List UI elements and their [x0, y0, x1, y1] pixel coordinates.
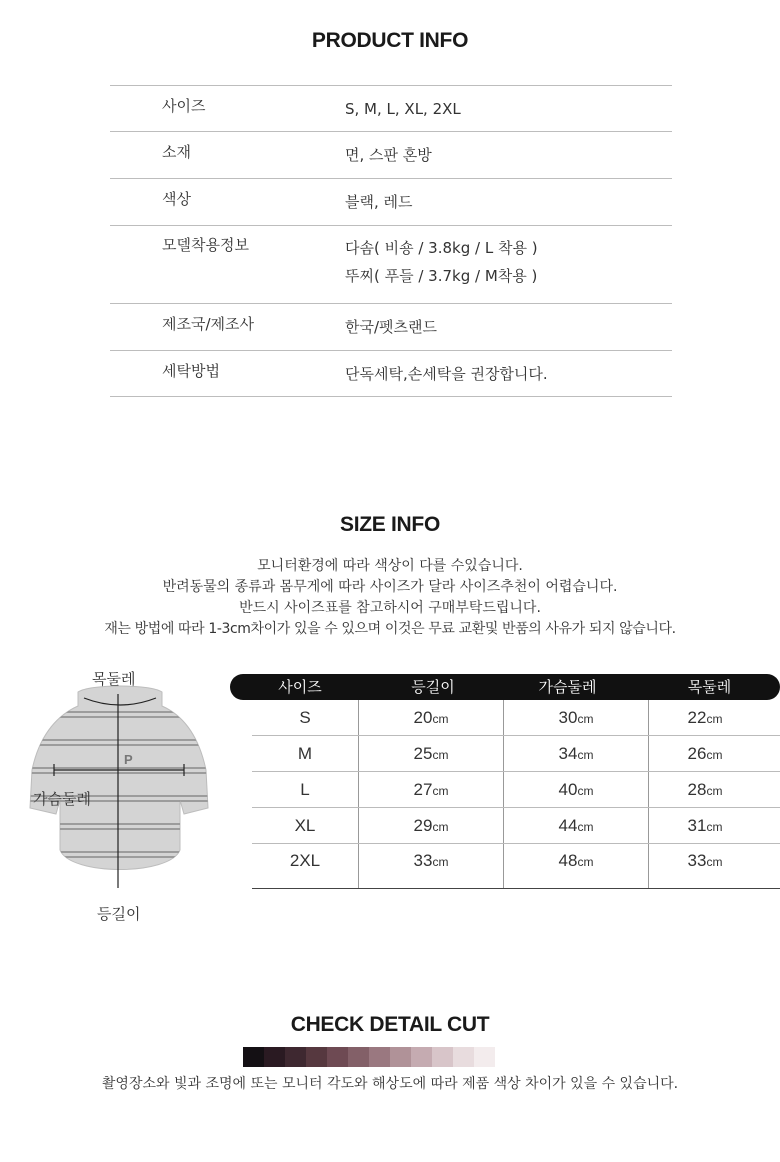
info-value: S, M, L, XL, 2XL [345, 100, 461, 118]
color-swatch [285, 1047, 306, 1067]
info-value: 블랙, 레드 [345, 193, 413, 211]
size-cell: XL [294, 816, 316, 835]
info-value: 뚜찌( 푸들 / 3.7kg / M착용 ) [345, 267, 538, 285]
color-swatch [432, 1047, 453, 1067]
info-row-size [110, 85, 672, 131]
svg-text:P: P [124, 752, 133, 767]
size-cell: 2XL [289, 851, 321, 870]
measure-cell: 33cm [648, 844, 761, 888]
measure-cell: 33cm [358, 844, 503, 888]
table-row [252, 700, 780, 736]
color-swatch [369, 1047, 390, 1067]
color-swatch [390, 1047, 411, 1067]
table-row [252, 736, 780, 772]
color-swatch [348, 1047, 369, 1067]
color-swatches [243, 1047, 495, 1067]
measure-cell: 48cm [503, 844, 648, 888]
info-label: 소재 [162, 143, 191, 161]
size-note: 재는 방법에 따라 1-3cm차이가 있을 수 있으며 이것은 무료 교환및 반품의 사유가 되지 않습니다. [104, 621, 676, 637]
neck-label: 목둘레 [92, 670, 136, 688]
info-label: 색상 [162, 190, 191, 208]
measure-cell: 28cm [648, 772, 761, 807]
size-cell: M [297, 744, 313, 763]
info-value: 단독세탁,손세탁을 권장합니다. [345, 365, 548, 383]
measure-cell: 31cm [648, 808, 761, 843]
info-row-washing [110, 350, 672, 397]
info-row-model [110, 225, 672, 303]
detail-title: CHECK DETAIL CUT [290, 1013, 490, 1036]
size-note: 모니터환경에 따라 색상이 다를 수있습니다. [257, 558, 523, 574]
color-swatch [474, 1047, 495, 1067]
size-note: 반려동물의 종류과 몸무게에 따라 사이즈가 달라 사이즈추천이 어렵습니다. [162, 579, 618, 595]
table-row [252, 808, 780, 844]
size-cell: L [300, 780, 310, 799]
measure-cell: 44cm [503, 808, 648, 843]
info-row-material [110, 131, 672, 178]
size-note: 반드시 사이즈표를 참고하시어 구매부탁드립니다. [239, 600, 541, 616]
info-label: 제조국/제조사 [162, 315, 254, 333]
back-label: 등길이 [97, 905, 141, 923]
info-value: 다솜( 비숑 / 3.8kg / L 착용 ) [345, 239, 538, 257]
size-cell: S [299, 708, 311, 727]
header-size: 사이즈 [278, 678, 322, 696]
measure-cell: 34cm [503, 736, 648, 771]
size-table-header [230, 674, 780, 700]
product-info-title: PRODUCT INFO [311, 29, 469, 52]
color-swatch [243, 1047, 264, 1067]
info-label: 사이즈 [162, 97, 206, 115]
measure-cell: 27cm [358, 772, 503, 807]
info-value: 한국/펫츠랜드 [345, 318, 437, 336]
header-back: 등길이 [411, 678, 455, 696]
info-row-origin [110, 303, 672, 350]
measure-cell: 26cm [648, 736, 761, 771]
garment-diagram [20, 680, 220, 890]
measure-cell: 22cm [648, 700, 761, 735]
info-row-color [110, 178, 672, 225]
color-swatch [411, 1047, 432, 1067]
measure-cell: 30cm [503, 700, 648, 735]
info-value: 면, 스판 혼방 [345, 146, 432, 164]
header-neck: 목둘레 [687, 678, 732, 696]
info-label: 세탁방법 [162, 362, 220, 380]
measure-cell: 25cm [358, 736, 503, 771]
size-info-title: SIZE INFO [340, 513, 440, 536]
header-chest: 가슴둘레 [538, 678, 597, 696]
color-swatch [306, 1047, 327, 1067]
info-label: 모델착용정보 [162, 236, 249, 254]
size-table [230, 674, 780, 889]
table-row [252, 772, 780, 808]
product-info-table [110, 85, 672, 397]
measure-cell: 40cm [503, 772, 648, 807]
table-row [252, 844, 780, 889]
measure-cell: 20cm [358, 700, 503, 735]
color-swatch [453, 1047, 474, 1067]
color-swatch [264, 1047, 285, 1067]
chest-label: 가슴둘레 [33, 790, 91, 808]
size-notes [0, 556, 780, 640]
measure-cell: 29cm [358, 808, 503, 843]
detail-note: 촬영장소와 빛과 조명에 또는 모니터 각도와 해상도에 따라 제품 색상 차이가 있을 수 있습니다. [101, 1076, 679, 1092]
color-swatch [327, 1047, 348, 1067]
